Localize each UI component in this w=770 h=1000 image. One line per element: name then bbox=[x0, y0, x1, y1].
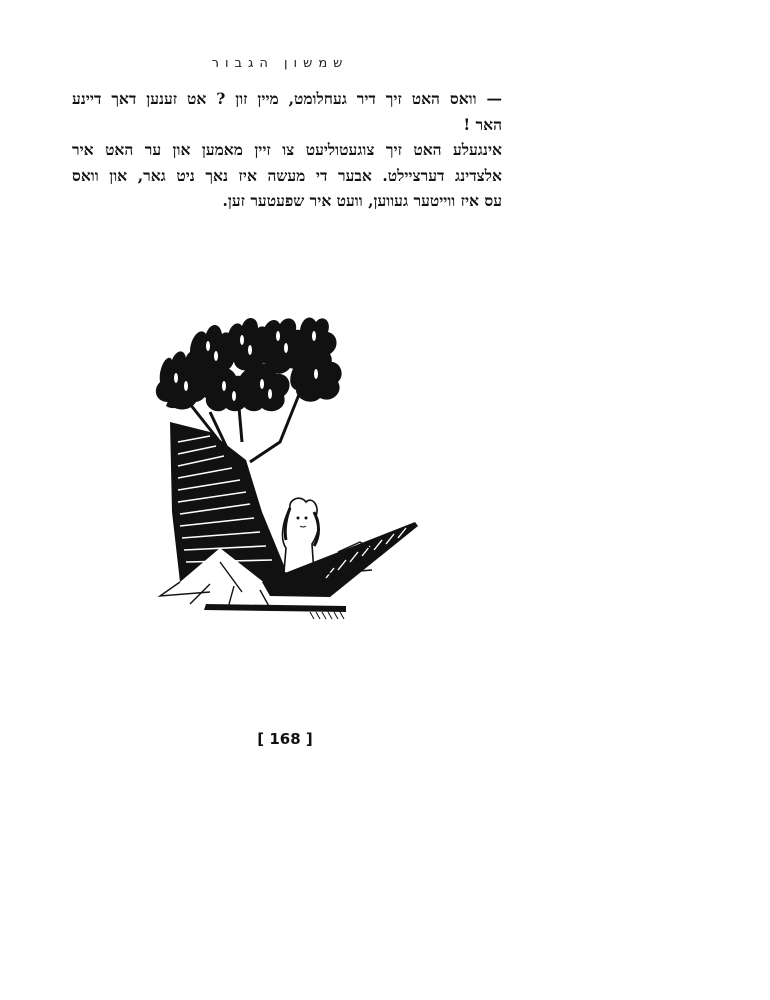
text-line: — וואס האט זיך דיר געחלומט, מיין זון ? אט זענען דאך דיינע bbox=[72, 89, 502, 108]
text-line: אלצדינג דערציילט. אבער די מעשה איז נאך ניט גאר, און וואס bbox=[72, 165, 502, 185]
page-number: [ 168 ] bbox=[257, 730, 313, 748]
text-line: עס איז ווייטער געווען, וועט איר שפעטער זען. bbox=[222, 191, 502, 210]
paragraph-narration bbox=[72, 137, 502, 214]
ground-strip-hatching bbox=[310, 612, 344, 619]
paragraph-dialogue bbox=[72, 86, 502, 137]
tree-with-child-illustration-icon bbox=[150, 312, 425, 627]
text-line: אינגעלע האט זיך צוגעטוליעט צו זיין מאמען און ער האט איר bbox=[72, 140, 502, 159]
text-line: האר ! bbox=[463, 114, 502, 134]
body-text bbox=[72, 86, 502, 214]
running-head-title: שמשון הגבור bbox=[211, 56, 349, 71]
ground-strip bbox=[204, 604, 346, 612]
